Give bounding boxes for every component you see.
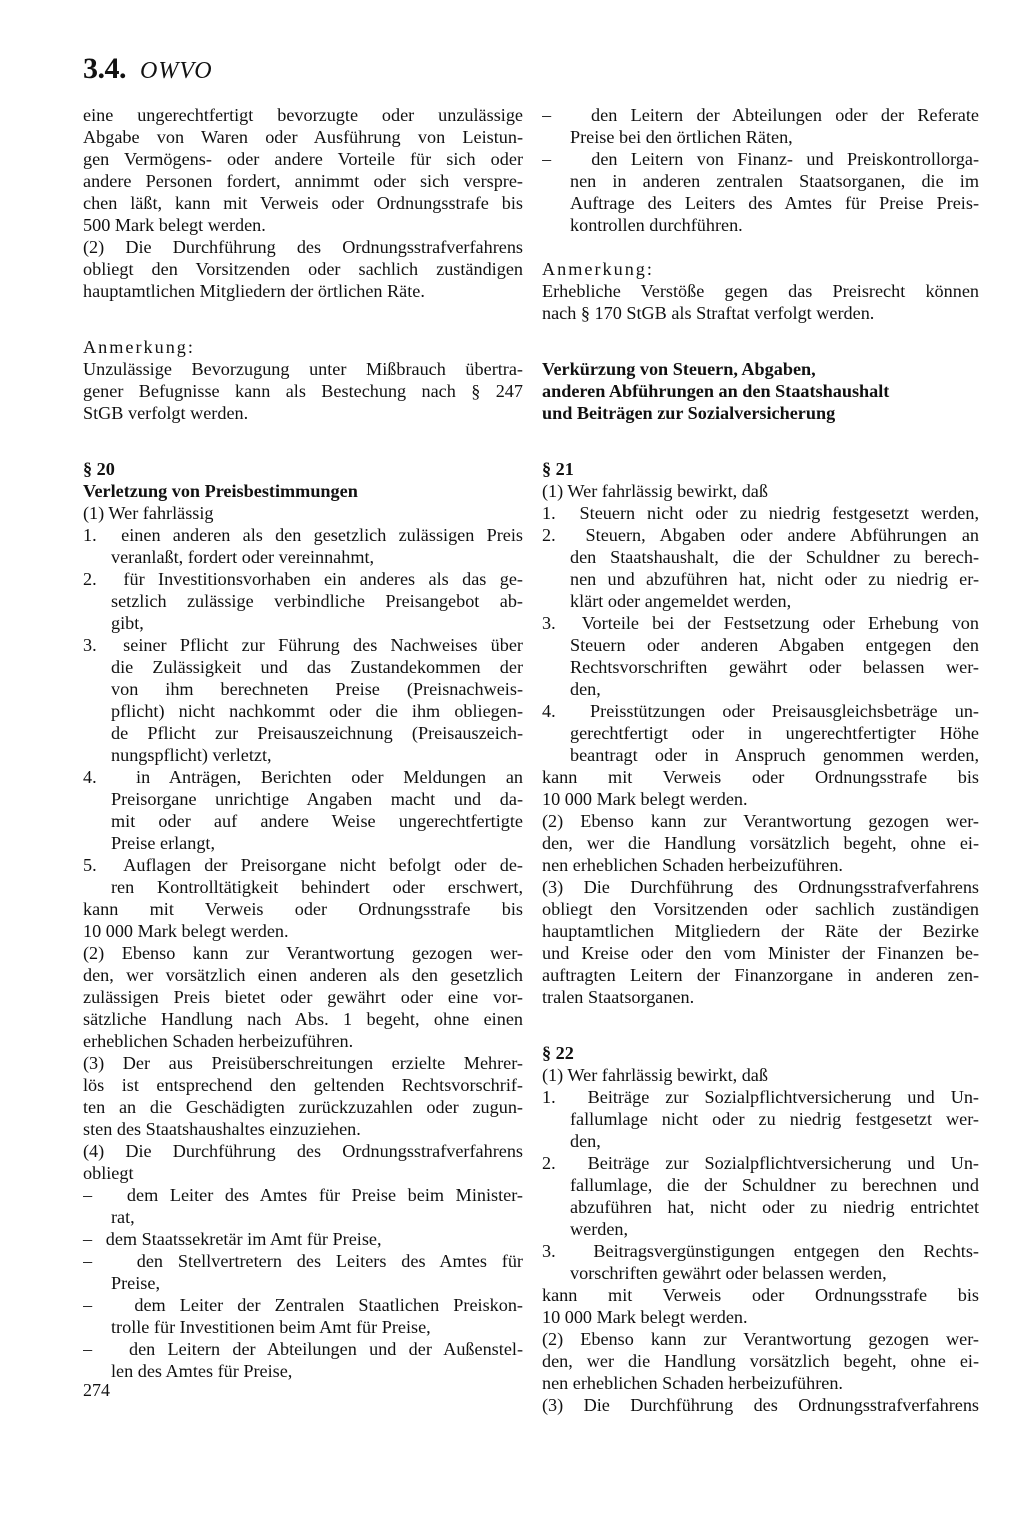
chapter-title: OWVO	[140, 58, 213, 84]
text-line: (1) Wer fahrlässig bewirkt, daß	[542, 481, 768, 501]
text-line: kontrollen durchführen.	[570, 215, 743, 235]
text-line: 1. einen anderen als den gesetzlich zulässigen Preis	[83, 525, 523, 545]
text-line: 2. für Investitionsvorhaben ein anderes als das ge-	[83, 569, 523, 589]
text-line: nen erheblichen Schaden herbeizuführen.	[542, 855, 843, 875]
text-line: nungspflicht) verletzt,	[111, 745, 272, 765]
right-note-heading: Anmerkung:	[542, 259, 654, 279]
text-line: hauptamtlichen Mitgliedern der örtlichen Räte.	[83, 281, 425, 301]
text-line: – den Leitern der Abteilungen oder der Referate	[542, 105, 979, 125]
text-line: kann mit Verweis oder Ordnungsstrafe bis	[542, 1285, 979, 1305]
text-line: den, wer die Handlung vorsätzlich begeht, ohne ei-	[542, 833, 979, 853]
text-line: Preise bei den örtlichen Räten,	[570, 127, 793, 147]
text-line: sten des Staatshaushaltes einzuziehen.	[83, 1119, 361, 1139]
text-line: 3. seiner Pflicht zur Führung des Nachweises über	[83, 635, 523, 655]
left-column	[83, 104, 523, 1382]
text-line: und Beiträgen zur Sozialversicherung	[542, 403, 836, 423]
text-line: anderen Abführungen an den Staatshaushalt	[542, 381, 890, 401]
text-line: – den Leitern von Finanz- und Preiskontrollorga-	[542, 149, 979, 169]
text-line: zulässigen Preis bietet oder gewährt oder eine vor-	[83, 987, 523, 1007]
text-line: obliegt	[83, 1163, 134, 1183]
section-20-title: Verletzung von Preisbestimmungen	[83, 481, 358, 501]
text-line: 3. Vorteile bei der Festsetzung oder Erhebung von	[542, 613, 979, 633]
section-22-body	[542, 1064, 979, 1416]
text-line: (3) Die Durchführung des Ordnungsstrafverfahrens	[542, 877, 979, 897]
text-line: gen Vermögens- oder andere Vorteile für sich oder	[83, 149, 523, 169]
text-line: obliegt den Vorsitzenden oder sachlich zuständigen	[542, 899, 979, 919]
text-line: len des Amtes für Preise,	[111, 1361, 293, 1381]
text-line: – dem Leiter des Amtes für Preise beim Minister-	[83, 1185, 523, 1205]
section-22-heading: § 22	[542, 1043, 574, 1063]
text-line: 2. Steuern, Abgaben oder andere Abführungen an	[542, 525, 979, 545]
text-line: gerechtfertigt oder in ungerechtfertigter Höhe	[570, 723, 979, 743]
text-line: mit oder auf andere Weise ungerechtfertigte	[111, 811, 523, 831]
text-line: Auftrage des Leiters des Amtes für Preise Preis-	[570, 193, 979, 213]
text-line: gibt,	[111, 613, 144, 633]
text-line: nen und abzuführen hat, nicht oder zu niedrig er-	[570, 569, 979, 589]
text-line: (2) Ebenso kann zur Verantwortung gezogen wer-	[542, 1329, 979, 1349]
text-line: Unzulässige Bevorzugung unter Mißbrauch übertra-	[83, 359, 523, 379]
text-line: von ihm berechneten Preise (Preisnachweis-	[111, 679, 523, 699]
text-line: (1) Wer fahrlässig	[83, 503, 214, 523]
text-line: rat,	[111, 1207, 135, 1227]
text-line: Preise erlangt,	[111, 833, 216, 853]
section-title-steuern	[542, 358, 979, 424]
left-note	[83, 358, 523, 424]
text-line: eine ungerechtfertigt bevorzugte oder unzulässige	[83, 105, 523, 125]
text-line: (2) Ebenso kann zur Verantwortung gezogen wer-	[83, 943, 523, 963]
text-line: (2) Ebenso kann zur Verantwortung gezogen wer-	[542, 811, 979, 831]
text-line: den Staatshaushalt, die der Schuldner zu berech-	[570, 547, 979, 567]
text-line: den,	[570, 679, 601, 699]
text-line: (4) Die Durchführung des Ordnungsstrafverfahrens	[83, 1141, 523, 1161]
text-line: 1. Beiträge zur Sozialpflichtversicherung und Un-	[542, 1087, 979, 1107]
text-line: Steuern oder anderen Abgaben entgegen den	[570, 635, 979, 655]
text-line: trolle für Investitionen beim Amt für Preise,	[111, 1317, 431, 1337]
text-line: fallumlage, die der Schuldner zu berechnen und	[570, 1175, 979, 1195]
text-line: vorschriften gewährt oder belassen werden,	[570, 1263, 887, 1283]
text-line: sätzliche Handlung nach Abs. 1 begeht, ohne einen	[83, 1009, 523, 1029]
text-line: (3) Die Durchführung des Ordnungsstrafverfahrens	[542, 1395, 979, 1415]
text-line: tralen Staatsorganen.	[542, 987, 695, 1007]
text-line: den, wer vorsätzlich einen anderen als den gesetzlich	[83, 965, 523, 985]
chapter-number: 3.4.	[83, 52, 126, 85]
text-line: (2) Die Durchführung des Ordnungsstrafverfahrens	[83, 237, 523, 257]
text-line: Rechtsvorschriften gewährt oder belassen wer-	[570, 657, 979, 677]
text-line: gener Befugnisse kann als Bestechung nach § 247	[83, 381, 523, 401]
text-line: beantragt oder in Anspruch genommen werden,	[570, 745, 979, 765]
text-line: hauptamtlichen Mitgliedern der Räte der Bezirke	[542, 921, 979, 941]
section-21-heading: § 21	[542, 459, 574, 479]
text-line: 4. Preisstützungen oder Preisausgleichsbeträge un-	[542, 701, 979, 721]
text-line: – den Stellvertretern des Leiters des Amtes für	[83, 1251, 523, 1271]
text-line: erheblichen Schaden herbeizuführen.	[83, 1031, 354, 1051]
text-line: obliegt den Vorsitzenden oder sachlich zuständigen	[83, 259, 523, 279]
text-line: 1. Steuern nicht oder zu niedrig festgesetzt werden,	[542, 503, 979, 523]
text-line: 5. Auflagen der Preisorgane nicht befolgt oder de-	[83, 855, 523, 875]
text-line: auftragten Leitern der Finanzorgane in anderen zen-	[542, 965, 979, 985]
text-line: 10 000 Mark belegt werden.	[542, 1307, 748, 1327]
text-line: den,	[570, 1131, 601, 1151]
text-line: 500 Mark belegt werden.	[83, 215, 266, 235]
text-line: Erhebliche Verstöße gegen das Preisrecht können	[542, 281, 979, 301]
right-top	[542, 104, 979, 236]
text-line: ten an die Geschädigten zurückzuzahlen oder zugun-	[83, 1097, 523, 1117]
page-header	[83, 52, 213, 86]
left-intro	[83, 104, 523, 302]
right-note	[542, 280, 979, 324]
text-line: andere Personen fordert, annimmt oder sich verspre-	[83, 171, 523, 191]
text-line: nen in anderen zentralen Staatsorganen, die im	[570, 171, 979, 191]
text-line: – den Leitern der Abteilungen und der Außenstel-	[83, 1339, 523, 1359]
text-line: kann mit Verweis oder Ordnungsstrafe bis	[542, 767, 979, 787]
text-line: pflicht) nicht nachkommt oder die ihm obliegen-	[111, 701, 523, 721]
text-line: de Pflicht zur Preisauszeichnung (Preisauszeich-	[111, 723, 523, 743]
text-line: nach § 170 StGB als Straftat verfolgt werden.	[542, 303, 875, 323]
text-line: 3. Beitragsvergünstigungen entgegen den Rechts-	[542, 1241, 979, 1261]
right-column	[542, 104, 979, 1416]
text-line: (1) Wer fahrlässig bewirkt, daß	[542, 1065, 768, 1085]
text-line: Preise,	[111, 1273, 160, 1293]
section-21-body	[542, 480, 979, 1008]
text-line: nen erheblichen Schaden herbeizuführen.	[542, 1373, 843, 1393]
text-line: Abgabe von Waren oder Ausführung von Leistun-	[83, 127, 523, 147]
text-line: chen läßt, kann mit Verweis oder Ordnungsstrafe bis	[83, 193, 523, 213]
text-line: Verkürzung von Steuern, Abgaben,	[542, 359, 816, 379]
text-line: – dem Leiter der Zentralen Staatlichen Preiskon-	[83, 1295, 523, 1315]
text-line: StGB verfolgt werden.	[83, 403, 249, 423]
text-line: den, wer die Handlung vorsätzlich begeht, ohne ei-	[542, 1351, 979, 1371]
section-20-body	[83, 502, 523, 1382]
page-number: 274	[83, 1380, 110, 1400]
text-line: Preisorgane unrichtige Angaben macht und da-	[111, 789, 523, 809]
left-note-heading: Anmerkung:	[83, 337, 195, 357]
text-line: 4. in Anträgen, Berichten oder Meldungen an	[83, 767, 523, 787]
text-line: veranlaßt, fordert oder vereinnahmt,	[111, 547, 375, 567]
text-line: (3) Der aus Preisüberschreitungen erzielte Mehrer-	[83, 1053, 523, 1073]
text-line: lös ist entsprechend den geltenden Rechtsvorschrif-	[83, 1075, 523, 1095]
text-line: und Kreise oder den vom Minister der Finanzen be-	[542, 943, 979, 963]
text-line: – dem Staatssekretär im Amt für Preise,	[83, 1229, 382, 1249]
text-line: fallumlage nicht oder zu niedrig festgesetzt wer-	[570, 1109, 979, 1129]
section-20-heading: § 20	[83, 459, 115, 479]
text-line: abzuführen hat, nicht oder zu niedrig entrichtet	[570, 1197, 979, 1217]
text-line: 10 000 Mark belegt werden.	[83, 921, 289, 941]
text-line: 2. Beiträge zur Sozialpflichtversicherung und Un-	[542, 1153, 979, 1173]
text-line: kann mit Verweis oder Ordnungsstrafe bis	[83, 899, 523, 919]
text-line: werden,	[570, 1219, 629, 1239]
text-line: ren Kontrolltätigkeit behindert oder erschwert,	[111, 877, 523, 897]
text-line: 10 000 Mark belegt werden.	[542, 789, 748, 809]
text-line: klärt oder angemeldet werden,	[570, 591, 792, 611]
text-line: setzlich zulässige verbindliche Preisangebot ab-	[111, 591, 523, 611]
text-line: die Zulässigkeit und das Zustandekommen der	[111, 657, 523, 677]
